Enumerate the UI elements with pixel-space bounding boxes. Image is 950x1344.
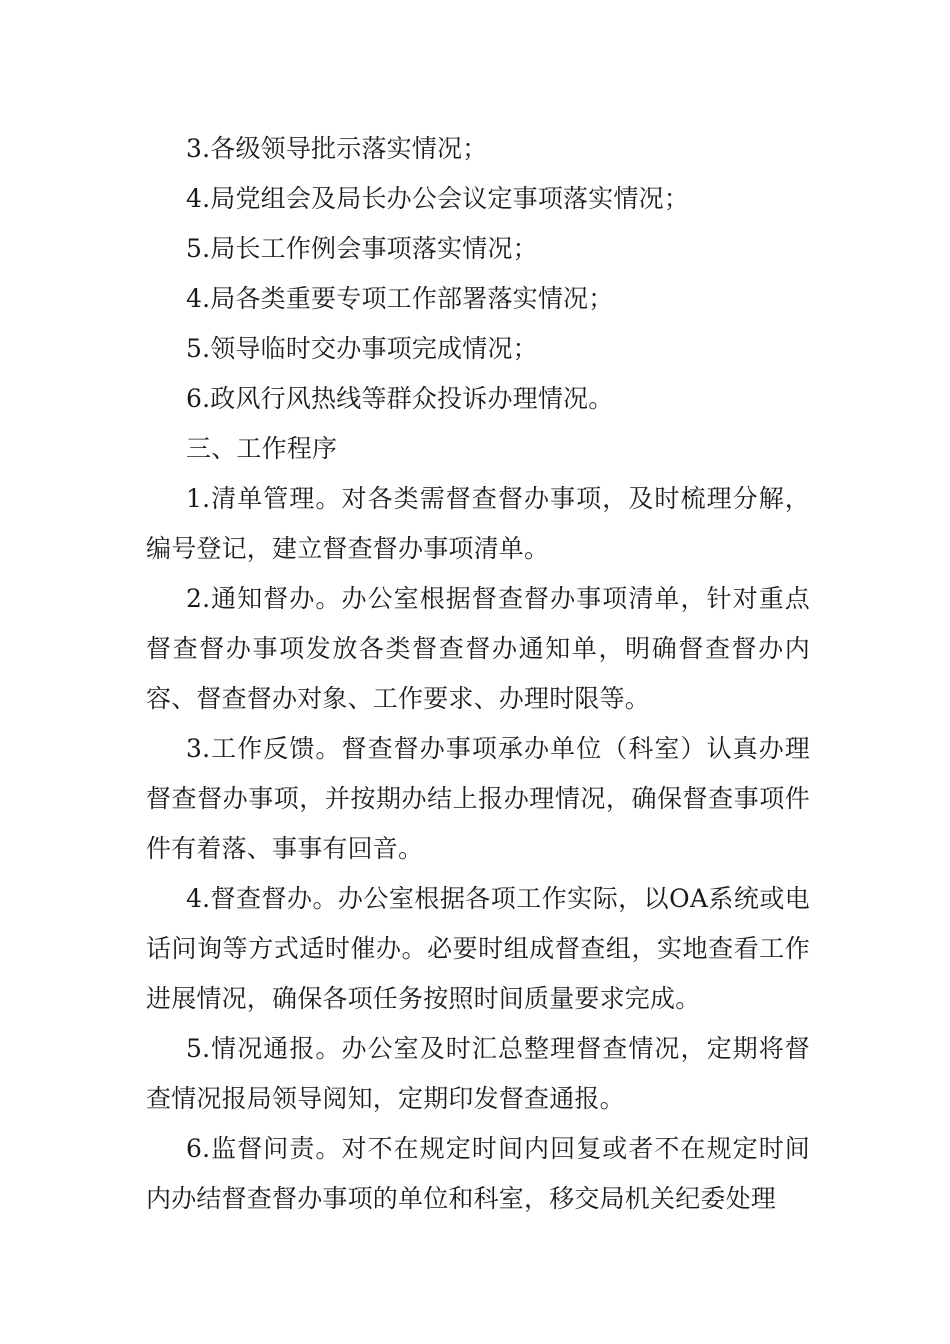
procedure-paragraph: 1.清单管理。对各类需督查督办事项，及时梳理分解，编号登记，建立督查督办事项清单。 <box>146 484 810 563</box>
procedure-paragraph: 5.情况通报。办公室及时汇总整理督查情况，定期将督查情况报局领导阅知，定期印发督查通报。 <box>146 1034 810 1113</box>
list-item: 5.局长工作例会事项落实情况； <box>186 234 538 263</box>
procedure-paragraph: 4.督查督办。办公室根据各项工作实际，以OA系统或电话问询等方式适时催办。必要时组成督查组，实地查看工作进展情况，确保各项任务按照时间质量要求完成。 <box>146 884 810 1013</box>
procedure-paragraph: 6.监督问责。对不在规定时间内回复或者不在规定时间内办结督查督办事项的单位和科室，移交局机关纪委处理 <box>146 1134 810 1213</box>
list-item: 4.局党组会及局长办公会议定事项落实情况； <box>186 184 690 213</box>
list-item: 3.各级领导批示落实情况； <box>186 134 488 163</box>
list-item: 4.局各类重要专项工作部署落实情况； <box>186 284 614 313</box>
procedure-paragraph: 3.工作反馈。督查督办事项承办单位（科室）认真办理督查督办事项，并按期办结上报办理情况，确保督查事项件件有着落、事事有回音。 <box>146 734 810 863</box>
section-heading: 三、工作程序 <box>186 434 338 463</box>
list-item: 6.政风行风热线等群众投诉办理情况。 <box>186 384 614 413</box>
procedure-paragraph: 2.通知督办。办公室根据督查督办事项清单，针对重点督查督办事项发放各类督查督办通知单，明确督查督办内容、督查督办对象、工作要求、办理时限等。 <box>146 584 810 713</box>
document-body <box>146 124 810 1224</box>
list-item: 5.领导临时交办事项完成情况； <box>186 334 538 363</box>
